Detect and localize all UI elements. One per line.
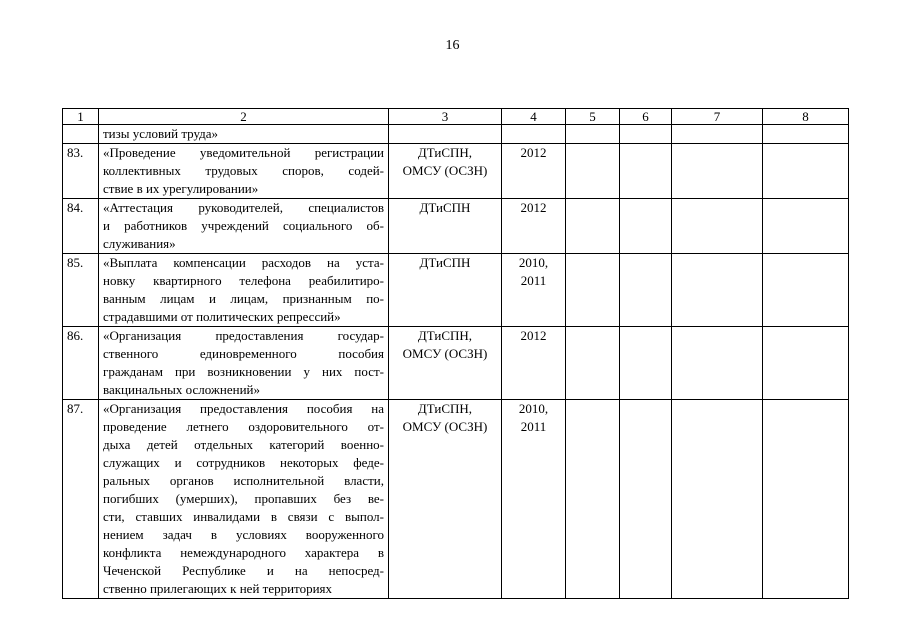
description-line: нением задач в условиях вооруженного <box>103 527 384 542</box>
row-number: 83. <box>63 144 99 199</box>
empty-cell <box>763 144 849 199</box>
column-header: 2 <box>99 109 389 125</box>
description-line: тизы условий труда» <box>103 126 219 141</box>
table-row <box>63 400 849 599</box>
description-line: страдавшими от политических репрессий» <box>103 309 341 324</box>
empty-cell <box>566 400 620 599</box>
description-line: ральных органов исполнительной власти, <box>103 473 384 488</box>
program-table <box>62 108 849 599</box>
empty-cell <box>672 144 763 199</box>
table-row <box>63 125 849 144</box>
description-line: сти, ставших инвалидами в связи с выпол- <box>103 509 384 524</box>
executor-line: ДТиСПН, <box>417 401 473 416</box>
table-row <box>63 144 849 199</box>
executor-line: ОМСУ (ОСЗН) <box>402 346 488 361</box>
executor-cell <box>389 144 502 199</box>
empty-cell <box>566 254 620 327</box>
year-line: 2012 <box>520 145 547 160</box>
description-line: служивания» <box>103 236 176 251</box>
description-line: новку квартирного телефона реабилитиро- <box>103 273 384 288</box>
year-line: 2011 <box>520 273 547 288</box>
executor-cell <box>389 199 502 254</box>
empty-cell <box>620 125 672 144</box>
executor-line: ДТиСПН <box>419 200 471 215</box>
executor-line: ОМСУ (ОСЗН) <box>402 419 488 434</box>
description-line: «Выплата компенсации расходов на уста- <box>103 255 384 270</box>
description-line: ственно прилегающих к ней территориях <box>103 581 333 596</box>
column-header: 4 <box>502 109 566 125</box>
executor-cell <box>389 400 502 599</box>
description-line: проведение летнего оздоровительного от- <box>103 419 384 434</box>
row-number: 87. <box>63 400 99 599</box>
executor-line: ДТиСПН, <box>417 145 473 160</box>
year-line: 2012 <box>520 328 547 343</box>
description-line: вакцинальных осложнений» <box>103 382 261 397</box>
row-number: 84. <box>63 199 99 254</box>
description-line: служащих и сотрудников некоторых феде- <box>103 455 384 470</box>
column-header: 7 <box>672 109 763 125</box>
empty-cell <box>566 125 620 144</box>
year-cell <box>502 144 566 199</box>
empty-cell <box>620 144 672 199</box>
year-line: 2011 <box>520 419 547 434</box>
year-cell <box>502 125 566 144</box>
column-header: 1 <box>63 109 99 125</box>
measure-description <box>99 254 389 327</box>
measure-description <box>99 327 389 400</box>
measure-description <box>99 199 389 254</box>
year-line: 2010, <box>518 401 549 416</box>
empty-cell <box>566 327 620 400</box>
description-line: «Аттестация руководителей, специалистов <box>103 200 384 215</box>
empty-cell <box>620 400 672 599</box>
year-line: 2012 <box>520 200 547 215</box>
description-line: погибших (умерших), пропавших без ве- <box>103 491 384 506</box>
empty-cell <box>763 254 849 327</box>
measure-description <box>99 400 389 599</box>
empty-cell <box>672 400 763 599</box>
description-line: «Организация предоставления пособия на <box>103 401 384 416</box>
executor-line: ОМСУ (ОСЗН) <box>402 163 488 178</box>
header-row <box>63 109 849 125</box>
year-cell <box>502 199 566 254</box>
column-header: 8 <box>763 109 849 125</box>
description-line: коллективных трудовых споров, содей- <box>103 163 384 178</box>
description-line: конфликта немеждународного характера в <box>103 545 384 560</box>
description-line: ванным лицам и лицам, признанным по- <box>103 291 384 306</box>
empty-cell <box>672 327 763 400</box>
table-row <box>63 254 849 327</box>
table-row <box>63 327 849 400</box>
table-row <box>63 199 849 254</box>
column-header: 3 <box>389 109 502 125</box>
year-cell <box>502 400 566 599</box>
description-line: Чеченской Республике и на непосред- <box>103 563 384 578</box>
empty-cell <box>672 125 763 144</box>
row-number: 86. <box>63 327 99 400</box>
empty-cell <box>620 327 672 400</box>
page-number: 16 <box>445 38 460 53</box>
description-line: ственного единовременного пособия <box>103 346 384 361</box>
description-line: дыха детей отдельных категорий военно- <box>103 437 384 452</box>
description-line: «Организация предоставления государ- <box>103 328 384 343</box>
description-line: гражданам при возникновении у них пост- <box>103 364 384 379</box>
empty-cell <box>620 199 672 254</box>
year-line: 2010, <box>518 255 549 270</box>
empty-cell <box>566 144 620 199</box>
empty-cell <box>763 400 849 599</box>
empty-cell <box>620 254 672 327</box>
row-number: 85. <box>63 254 99 327</box>
empty-cell <box>672 199 763 254</box>
executor-cell <box>389 125 502 144</box>
empty-cell <box>763 327 849 400</box>
column-header: 6 <box>620 109 672 125</box>
description-line: ствие в их урегулировании» <box>103 181 259 196</box>
year-cell <box>502 254 566 327</box>
description-line: и работников учреждений социального об- <box>103 218 384 233</box>
executor-line: ДТиСПН, <box>417 328 473 343</box>
measure-description <box>99 125 389 144</box>
executor-cell <box>389 254 502 327</box>
measure-description <box>99 144 389 199</box>
executor-cell <box>389 327 502 400</box>
year-cell <box>502 327 566 400</box>
empty-cell <box>566 199 620 254</box>
empty-cell <box>672 254 763 327</box>
empty-cell <box>763 125 849 144</box>
column-header: 5 <box>566 109 620 125</box>
executor-line: ДТиСПН <box>419 255 471 270</box>
empty-cell <box>763 199 849 254</box>
description-line: «Проведение уведомительной регистрации <box>103 145 384 160</box>
row-number <box>63 125 99 144</box>
